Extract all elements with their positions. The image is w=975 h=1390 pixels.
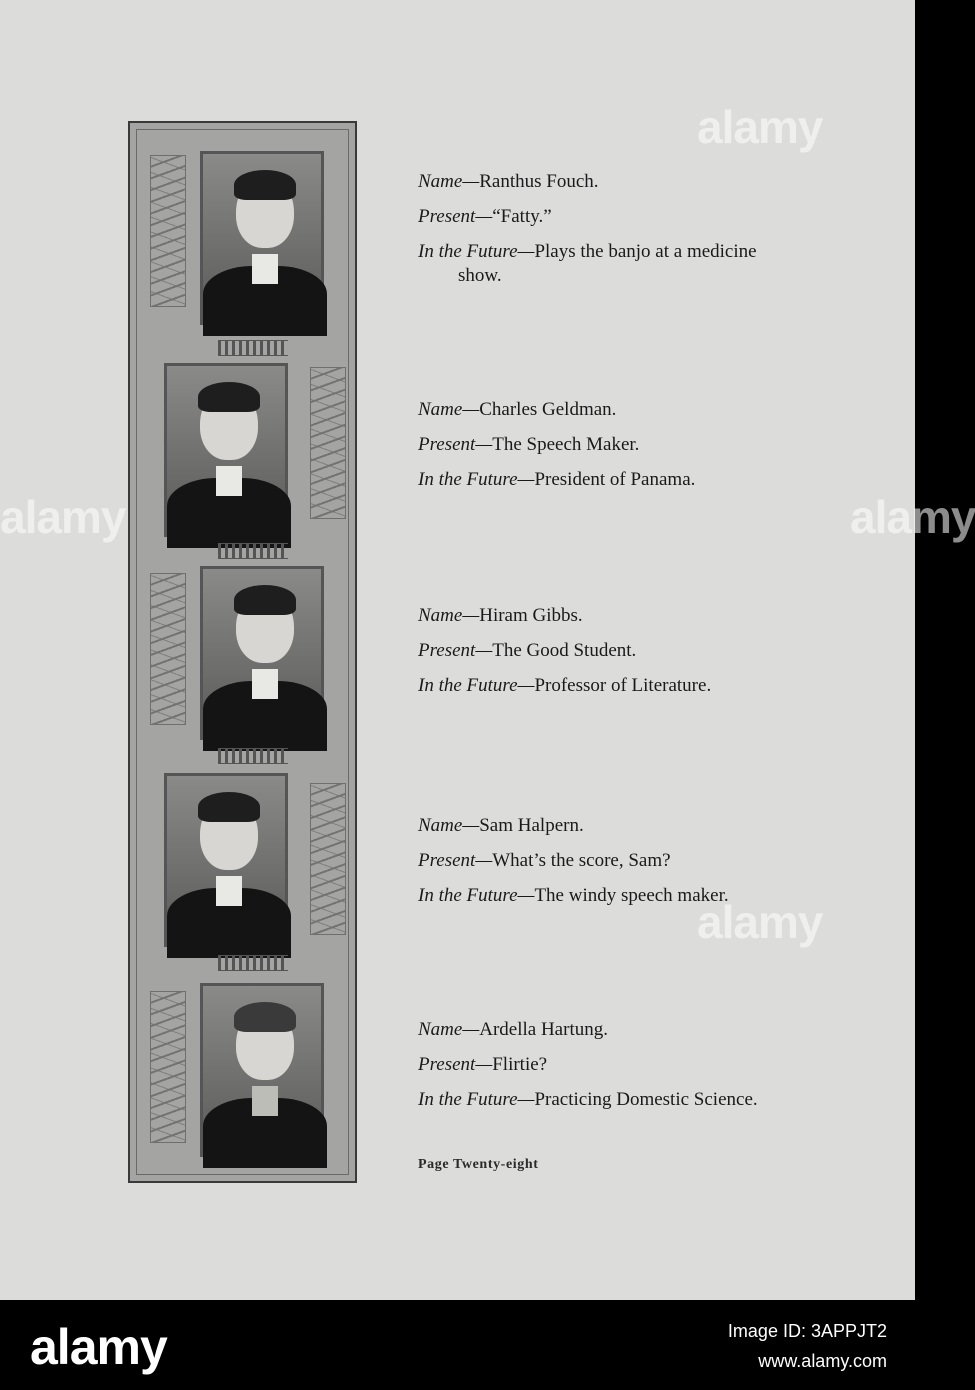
present-text: “Fatty.” [492, 206, 552, 227]
student-name: Hiram Gibbs. [479, 605, 583, 626]
student-name: Charles Geldman. [479, 399, 617, 420]
ornament-left-5 [150, 991, 186, 1143]
ornament-right-4 [310, 783, 346, 935]
future-text: The windy speech maker. [534, 885, 729, 906]
future-text: Professor of Literature. [534, 675, 712, 696]
future-text: President of Panama. [534, 469, 696, 490]
name-label: Name— [418, 399, 480, 420]
name-label: Name— [418, 171, 480, 192]
name-label: Name— [418, 1019, 480, 1040]
portrait-photo-5 [200, 983, 324, 1157]
entry-hiram-gibbs [418, 604, 878, 709]
name-label: Name— [418, 605, 480, 626]
name-label: Name— [418, 815, 480, 836]
ornament-knot-1 [218, 340, 288, 356]
present-label: Present— [418, 1054, 493, 1075]
portrait-photo-2 [164, 363, 288, 537]
page-number: Page Twenty-eight [418, 1157, 539, 1172]
present-label: Present— [418, 434, 493, 455]
ornament-left-1 [150, 155, 186, 307]
ornament-left-3 [150, 573, 186, 725]
present-text: Flirtie? [492, 1054, 548, 1075]
present-label: Present— [418, 850, 493, 871]
entry-sam-halpern [418, 814, 878, 919]
stock-footer [0, 1300, 915, 1390]
ornament-knot-2 [218, 543, 288, 559]
future-label: In the Future— [418, 469, 535, 490]
present-text: The Good Student. [492, 640, 637, 661]
present-label: Present— [418, 640, 493, 661]
watermark: alamy [850, 491, 975, 543]
entry-ardella-hartung [418, 1018, 878, 1123]
portrait-photo-1 [200, 151, 324, 325]
present-label: Present— [418, 206, 493, 227]
future-text: Plays the banjo at a medicine [534, 241, 757, 262]
future-label: In the Future— [418, 1089, 535, 1110]
ornament-knot-4 [218, 955, 288, 971]
future-text-continued: show. [458, 265, 502, 286]
present-text: What’s the score, Sam? [492, 850, 671, 871]
student-name: Ardella Hartung. [479, 1019, 608, 1040]
ornament-knot-3 [218, 748, 288, 764]
alamy-logo: alamy [30, 1319, 167, 1375]
watermark: alamy [0, 491, 126, 543]
image-id-block [728, 1316, 887, 1376]
entry-charles-geldman [418, 398, 878, 503]
future-text: Practicing Domestic Science. [534, 1089, 758, 1110]
student-name: Ranthus Fouch. [479, 171, 599, 192]
future-label: In the Future— [418, 885, 535, 906]
image-id: Image ID: 3APPJT2 [727, 1321, 887, 1341]
watermark: alamy [697, 101, 823, 153]
portrait-photo-3 [200, 566, 324, 740]
portrait-strip [128, 121, 357, 1183]
portrait-photo-4 [164, 773, 288, 947]
present-text: The Speech Maker. [492, 434, 640, 455]
site-url: www.alamy.com [758, 1351, 887, 1371]
entry-ranthus-fouch [418, 170, 878, 299]
student-name: Sam Halpern. [479, 815, 584, 836]
future-label: In the Future— [418, 675, 535, 696]
ornament-right-2 [310, 367, 346, 519]
watermark: alamy [697, 896, 823, 948]
future-label: In the Future— [418, 241, 535, 262]
